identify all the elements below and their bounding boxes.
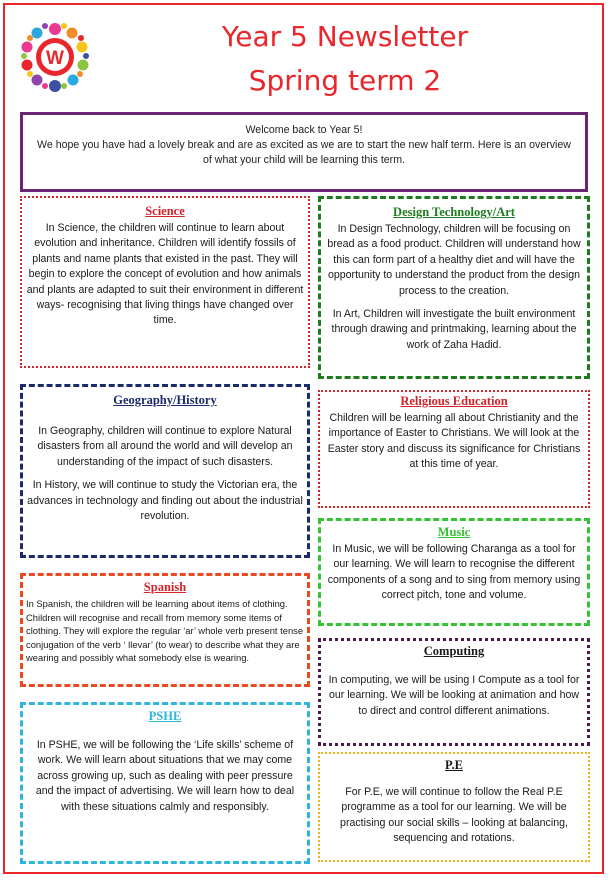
pshe-text: In PSHE, we will be following the ‘Life skills’ scheme of work. We will learn about situations that we may come across growing up, such as dealing with peer pressure and the impact of advertising. We will learn how to deal with these situations calmly and responsibly. — [35, 739, 295, 813]
spanish-heading: Spanish — [143, 580, 187, 594]
welcome-greeting: Welcome back to Year 5! — [245, 124, 363, 136]
re-heading: Religious Education — [400, 394, 508, 408]
spanish-text: In Spanish, the children will be learning about items of clothing. Children will recognise and recall from memory some items of clothing. They will explore the regular ‘ar’ whole verb present tense conjugation of the verb ‘ llevar’ (to wear) to describe what they are wearing and possibly what somebody else is wearing. — [26, 598, 304, 664]
school-logo — [14, 16, 96, 98]
science-section — [20, 196, 310, 368]
science-heading: Science — [145, 204, 185, 218]
religious-education-section — [318, 390, 590, 508]
music-heading: Music — [437, 525, 471, 539]
pe-text: For P.E, we will continue to follow the Real P.E programme as a tool for our learning. We will be practising our social skills – looking at balancing, sequencing and rotations. — [340, 786, 568, 845]
pe-section — [318, 752, 590, 862]
welcome-message: We hope you have had a lovely break and are as excited as we are to start the new half term. Here is an overview of what your child will be learning this term. — [37, 139, 571, 166]
art-text: In Art, Children will investigate the built environment through drawing and printmaking, learning about the work of Zaha Hadid. — [331, 308, 577, 351]
geo-heading: Geography/History — [113, 393, 217, 407]
music-text: In Music, we will be following Charanga as a tool for our learning. We will learn to recognise the different components of a song and to sing from memory using correct pitch, tone and volume. — [327, 543, 581, 602]
pshe-heading: PSHE — [148, 709, 182, 723]
design-technology-art-section — [318, 196, 590, 379]
science-text: In Science, the children will continue to learn about evolution and inheritance. Children will identify fossils of plants and name plants that existed in the past. They will begin to explore the concept of evolution and how animals and plants are adapted to suit their environment in different ways- recognising that living things have changed over time. — [26, 222, 304, 327]
dt-text: In Design Technology, children will be focusing on bread as a food product. Children will understand how this can form part of a healthy diet and will have the opportunity to understand the product from the design process to the creation. — [327, 223, 581, 297]
geography-history-section — [20, 384, 310, 558]
logo-letter: W — [46, 48, 64, 69]
music-section — [318, 518, 590, 626]
computing-text: In computing, we will be using I Compute as a tool for our learning. We will be looking at animation and how to direct and control different animations. — [328, 674, 580, 717]
newsletter-title: Year 5 Newsletter — [221, 20, 469, 53]
dt-heading: Design Technology/Art — [393, 205, 515, 219]
computing-section — [318, 638, 590, 746]
welcome-box — [20, 112, 588, 192]
geography-text: In Geography, children will continue to explore Natural disasters from all around the world and will develop an understanding of the impact of such disasters. — [37, 425, 293, 468]
history-text: In History, we will continue to study the Victorian era, the advances in technology and finding out about the industrial revolution. — [27, 479, 303, 523]
term-subtitle: Spring term 2 — [248, 64, 442, 97]
computing-heading: Computing — [423, 644, 485, 658]
pshe-section — [20, 702, 310, 864]
re-text: Children will be learning all about Christianity and the importance of Easter to Christians. We will look at the Easter story and discuss its significance for Christians at this time of year. — [327, 412, 581, 471]
pe-heading: P.E — [445, 758, 463, 772]
spanish-section — [20, 573, 310, 687]
